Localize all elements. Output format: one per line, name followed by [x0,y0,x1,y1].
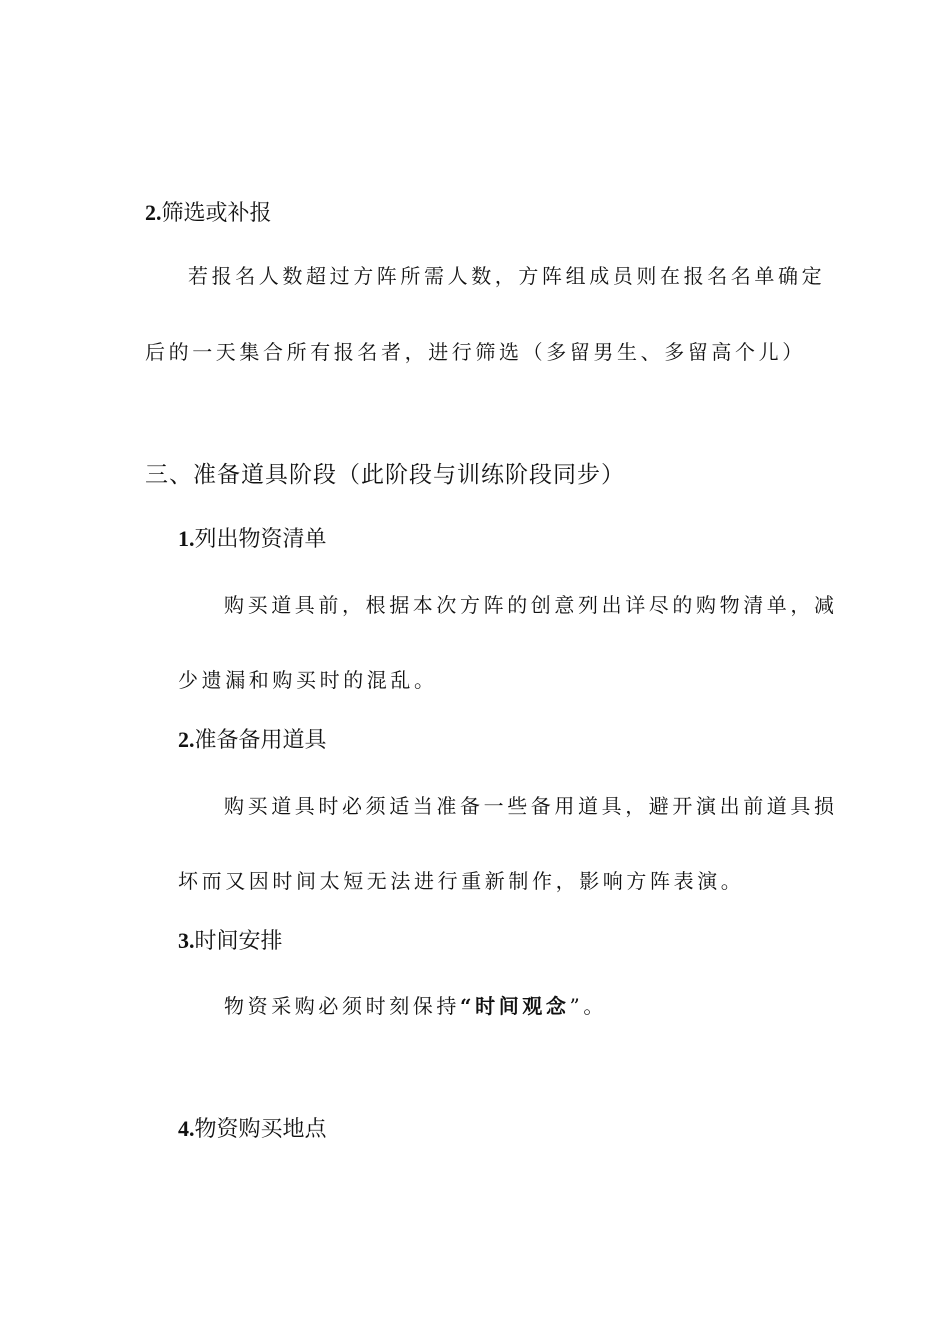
emphasis-text: “时间观念 [460,994,570,1018]
paragraph-line: 少遗漏和购买时的混乱。 [178,668,438,692]
text-prefix: 物资采购必须时刻保持 [224,994,460,1018]
item-title: 准备备用道具 [194,728,327,753]
paragraph-line [224,996,607,1016]
paragraph-line: 若报名人数超过方阵所需人数，方阵组成员则在报名名单确定 [188,264,826,288]
item-title: 物资购买地点 [194,1117,327,1142]
chapter-heading: 三、准备道具阶段（此阶段与训练阶段同步） [145,462,625,488]
item-heading-time [178,930,283,953]
text-suffix: ”。 [569,994,607,1018]
section-number: 2. [145,200,162,225]
item-title: 列出物资清单 [194,527,327,552]
item-number: 4. [178,1116,195,1141]
paragraph-line: 购买道具前，根据本次方阵的创意列出详尽的购物清单，减 [224,593,838,617]
item-heading-location [178,1118,327,1141]
item-number: 2. [178,727,195,752]
item-number: 1. [178,526,195,551]
section-heading-filter [145,202,272,225]
item-number: 3. [178,928,195,953]
section-title: 筛选或补报 [161,201,272,226]
item-heading-backup [178,729,327,752]
item-title: 时间安排 [194,929,283,954]
paragraph-line: 坏而又因时间太短无法进行重新制作，影响方阵表演。 [178,869,745,893]
item-heading-list [178,528,327,551]
paragraph-line: 购买道具时必须适当准备一些备用道具，避开演出前道具损 [224,794,838,818]
paragraph-line: 后的一天集合所有报名者，进行筛选（多留男生、多留高个儿） [145,340,806,364]
